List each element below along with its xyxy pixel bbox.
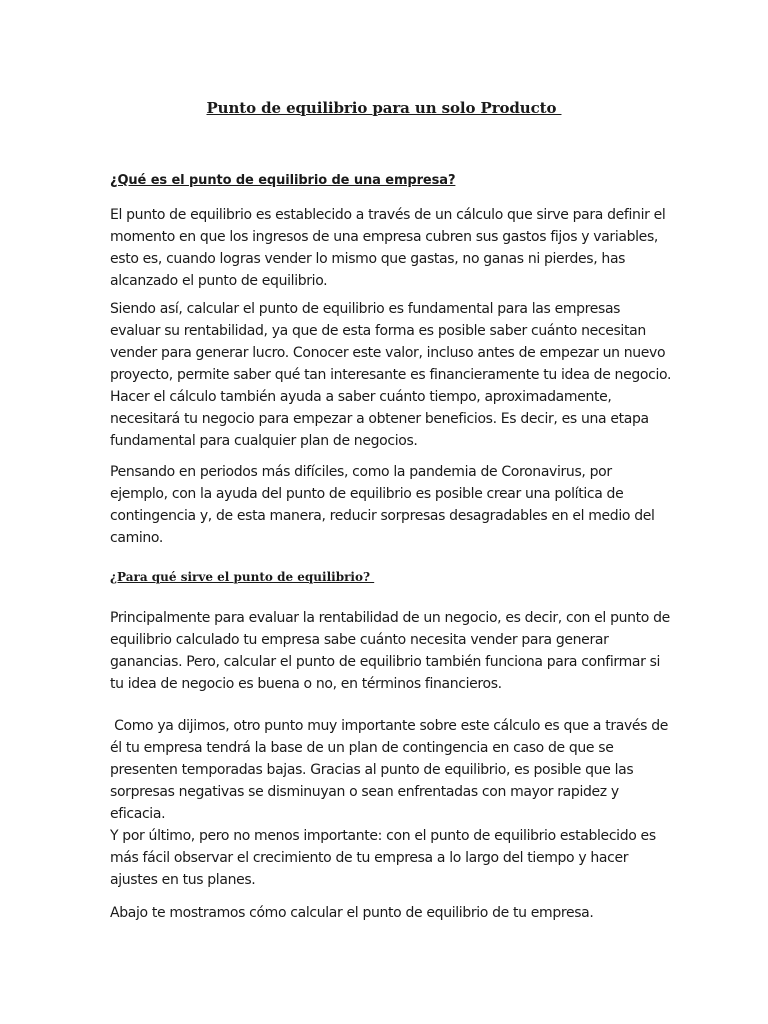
text-line: él tu empresa tendrá la base de un plan de contingencia en caso de que se [110,740,614,756]
text-line: Abajo te mostramos cómo calcular el punto de equilibrio de tu empresa. [110,905,594,921]
text-line: vender para generar lucro. Conocer este valor, incluso antes de empezar un nuevo [110,345,666,361]
text-line: ganancias. Pero, calcular el punto de equilibrio también funciona para confirmar si [110,654,661,670]
text-line: momento en que los ingresos de una empresa cubren sus gastos fijos y variables, [110,229,658,245]
text-line: ajustes en tus planes. [110,872,256,888]
text-line: alcanzado el punto de equilibrio. [110,273,328,289]
paragraph-importance [110,298,670,452]
text-line: Hacer el cálculo también ayuda a saber cuánto tiempo, aproximadamente, [110,389,612,405]
text-line: evaluar su rentabilidad, ya que de esta forma es posible saber cuánto necesitan [110,323,646,339]
text-line: proyecto, permite saber qué tan interesante es financieramente tu idea de negocio. [110,367,672,383]
text-line: esto es, cuando logras vender lo mismo que gastas, no ganas ni pierdes, has [110,251,626,267]
section-heading-what-is: ¿Qué es el punto de equilibrio de una empresa? [110,173,456,188]
paragraph-contingency [110,461,670,549]
text-line: ejemplo, con la ayuda del punto de equilibrio es posible crear una política de [110,486,624,502]
text-line: camino. [110,530,163,546]
text-line: presenten temporadas bajas. Gracias al punto de equilibrio, es posible que las [110,762,634,778]
text-line: Pensando en periodos más difíciles, como la pandemia de Coronavirus, por [110,464,612,480]
text-line: sorpresas negativas se disminuyan o sean enfrentadas con mayor rapidez y [110,784,619,800]
text-line: contingencia y, de esta manera, reducir sorpresas desagradables en el medio del [110,508,655,524]
text-line: Siendo así, calcular el punto de equilibrio es fundamental para las empresas [110,301,621,317]
text-line: fundamental para cualquier plan de negocios. [110,433,418,449]
document-title: Punto de equilibrio para un solo Producto [206,99,562,117]
text-line: tu idea de negocio es buena o no, en términos financieros. [110,676,502,692]
paragraph-closing [110,902,670,924]
paragraph-definition [110,204,670,292]
paragraph-purpose [110,607,670,695]
section-heading-purpose: ¿Para qué sirve el punto de equilibrio? [110,570,375,584]
text-line: Y por último, pero no menos importante: con el punto de equilibrio establecido es [110,828,656,844]
text-line: El punto de equilibrio es establecido a través de un cálculo que sirve para definir el [110,207,666,223]
text-line: Principalmente para evaluar la rentabilidad de un negocio, es decir, con el punto de [110,610,670,626]
text-line: Como ya dijimos, otro punto muy importante sobre este cálculo es que a través de [110,718,669,734]
text-line: equilibrio calculado tu empresa sabe cuánto necesita vender para generar [110,632,609,648]
text-line: más fácil observar el crecimiento de tu empresa a lo largo del tiempo y hacer [110,850,629,866]
text-line: necesitará tu negocio para empezar a obtener beneficios. Es decir, es una etapa [110,411,649,427]
text-line: eficacia. [110,806,166,822]
paragraph-contingency-plan [110,715,670,891]
